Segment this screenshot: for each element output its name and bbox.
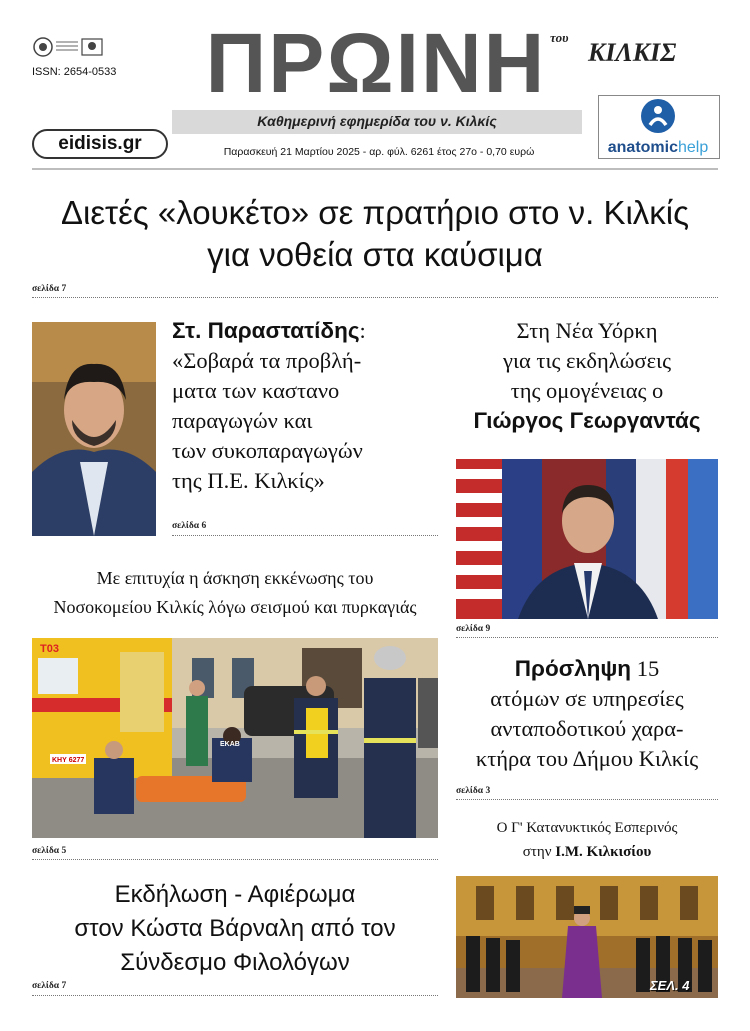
evacuation-headline[interactable] bbox=[32, 564, 438, 622]
hiring-bold: Πρόσληψη bbox=[514, 656, 632, 681]
vespers-line2 bbox=[456, 840, 718, 864]
parastatidis-heading bbox=[172, 316, 438, 346]
parastatidis-page-ref: σελίδα 6 bbox=[172, 521, 207, 531]
ny-line: Στη Νέα Υόρκη bbox=[516, 318, 658, 343]
divider bbox=[32, 995, 438, 996]
georgantas-photo bbox=[456, 459, 718, 619]
event-page-ref: σελίδα 7 bbox=[32, 981, 67, 991]
parastatidis-story[interactable] bbox=[172, 316, 438, 496]
divider bbox=[32, 297, 718, 298]
hiring-page-ref: σελίδα 3 bbox=[456, 786, 491, 796]
masthead-divider bbox=[32, 168, 718, 170]
dateline: Παρασκευή 21 Μαρτίου 2025 - αρ. φύλ. 6261 έτος 27ο - 0,70 ευρώ bbox=[223, 146, 535, 158]
brand-anatomic: anatomic bbox=[607, 139, 678, 156]
divider bbox=[32, 859, 438, 860]
issn-number: ISSN: 2654-0533 bbox=[32, 66, 117, 78]
quote-line: των συκοπαραγωγών bbox=[172, 438, 363, 463]
quote-line: «Σοβαρά τα προβλή- bbox=[172, 348, 362, 373]
quote-line: ματα των καστανο bbox=[172, 378, 340, 403]
vespers-story[interactable] bbox=[456, 816, 718, 864]
parastatidis-photo bbox=[32, 322, 156, 536]
hiring-line: ανταποδοτικού χαρα- bbox=[490, 716, 684, 741]
quote-line: παραγωγών και bbox=[172, 408, 313, 433]
hiring-heading bbox=[456, 654, 718, 684]
georgantas-name: Γιώργος Γεωργαντάς bbox=[473, 408, 701, 433]
evac-line: Με επιτυχία η άσκηση εκκένωσης του bbox=[96, 568, 374, 588]
divider bbox=[172, 535, 438, 536]
postal-seal-logo bbox=[32, 36, 104, 58]
main-headline-line2: για νοθεία στα καύσιμα bbox=[207, 236, 543, 273]
website-link[interactable]: eidisis.gr bbox=[32, 129, 168, 159]
evac-line: Νοσοκομείου Κιλκίς λόγω σεισμού και πυρκαγιάς bbox=[53, 597, 417, 617]
vespers-prefix: στην bbox=[522, 844, 556, 860]
hiring-line: ατόμων σε υπηρεσίες bbox=[490, 686, 684, 711]
evacuation-page-ref: σελίδα 5 bbox=[32, 846, 67, 856]
event-headline[interactable] bbox=[32, 878, 438, 980]
parastatidis-name: Στ. Παραστατίδης bbox=[172, 318, 360, 343]
ekab-vest-label: ΕΚΑΒ bbox=[220, 741, 240, 748]
anatomichelp-logo-icon bbox=[641, 99, 675, 133]
title-tou: του bbox=[550, 30, 569, 45]
vespers-bold: Ι.Μ. Κιλκισίου bbox=[555, 844, 652, 860]
evacuation-photo bbox=[32, 638, 438, 838]
divider bbox=[456, 637, 718, 638]
quote-line: της Π.Ε. Κιλκίς» bbox=[172, 468, 325, 493]
hiring-line: κτήρα του Δήμου Κιλκίς bbox=[475, 746, 699, 771]
event-line: Σύνδεσμο Φιλολόγων bbox=[120, 949, 350, 976]
divider bbox=[456, 799, 718, 800]
hiring-story[interactable] bbox=[456, 654, 718, 774]
ny-line: της ομογένειας ο bbox=[510, 378, 664, 403]
newspaper-subtitle: Καθημερινή εφημερίδα του ν. Κιλκίς bbox=[257, 113, 497, 129]
vespers-page-label: ΣΕΛ. 4 bbox=[650, 978, 690, 993]
title-kilkis: ΚΙΛΚΙΣ bbox=[588, 38, 677, 67]
ambulance-plate: ΚΗΥ 6277 bbox=[52, 757, 85, 764]
newyork-page-ref: σελίδα 9 bbox=[456, 624, 491, 634]
hiring-count: 15 bbox=[631, 656, 660, 681]
main-headline-line1: Διετές «λουκέτο» σε πρατήριο στο ν. Κιλκίς bbox=[60, 194, 690, 231]
event-line: Εκδήλωση - Αφιέρωμα bbox=[114, 881, 356, 908]
ambulance-code: Τ03 bbox=[40, 643, 59, 655]
newyork-story[interactable] bbox=[456, 316, 718, 436]
vespers-line1: Ο Γ' Κατανυκτικός Εσπερινός bbox=[496, 820, 678, 836]
brand-help: help bbox=[678, 139, 709, 156]
event-line: στον Κώστα Βάρναλη από τον bbox=[74, 915, 396, 942]
anatomichelp-brand bbox=[598, 139, 718, 157]
newspaper-title: ΠΡΩΙΝΗ bbox=[205, 16, 547, 110]
parastatidis-colon: : bbox=[359, 318, 366, 343]
ny-line: για τις εκδηλώσεις bbox=[503, 348, 671, 373]
main-headline[interactable] bbox=[32, 192, 718, 276]
main-page-ref: σελίδα 7 bbox=[32, 284, 67, 294]
